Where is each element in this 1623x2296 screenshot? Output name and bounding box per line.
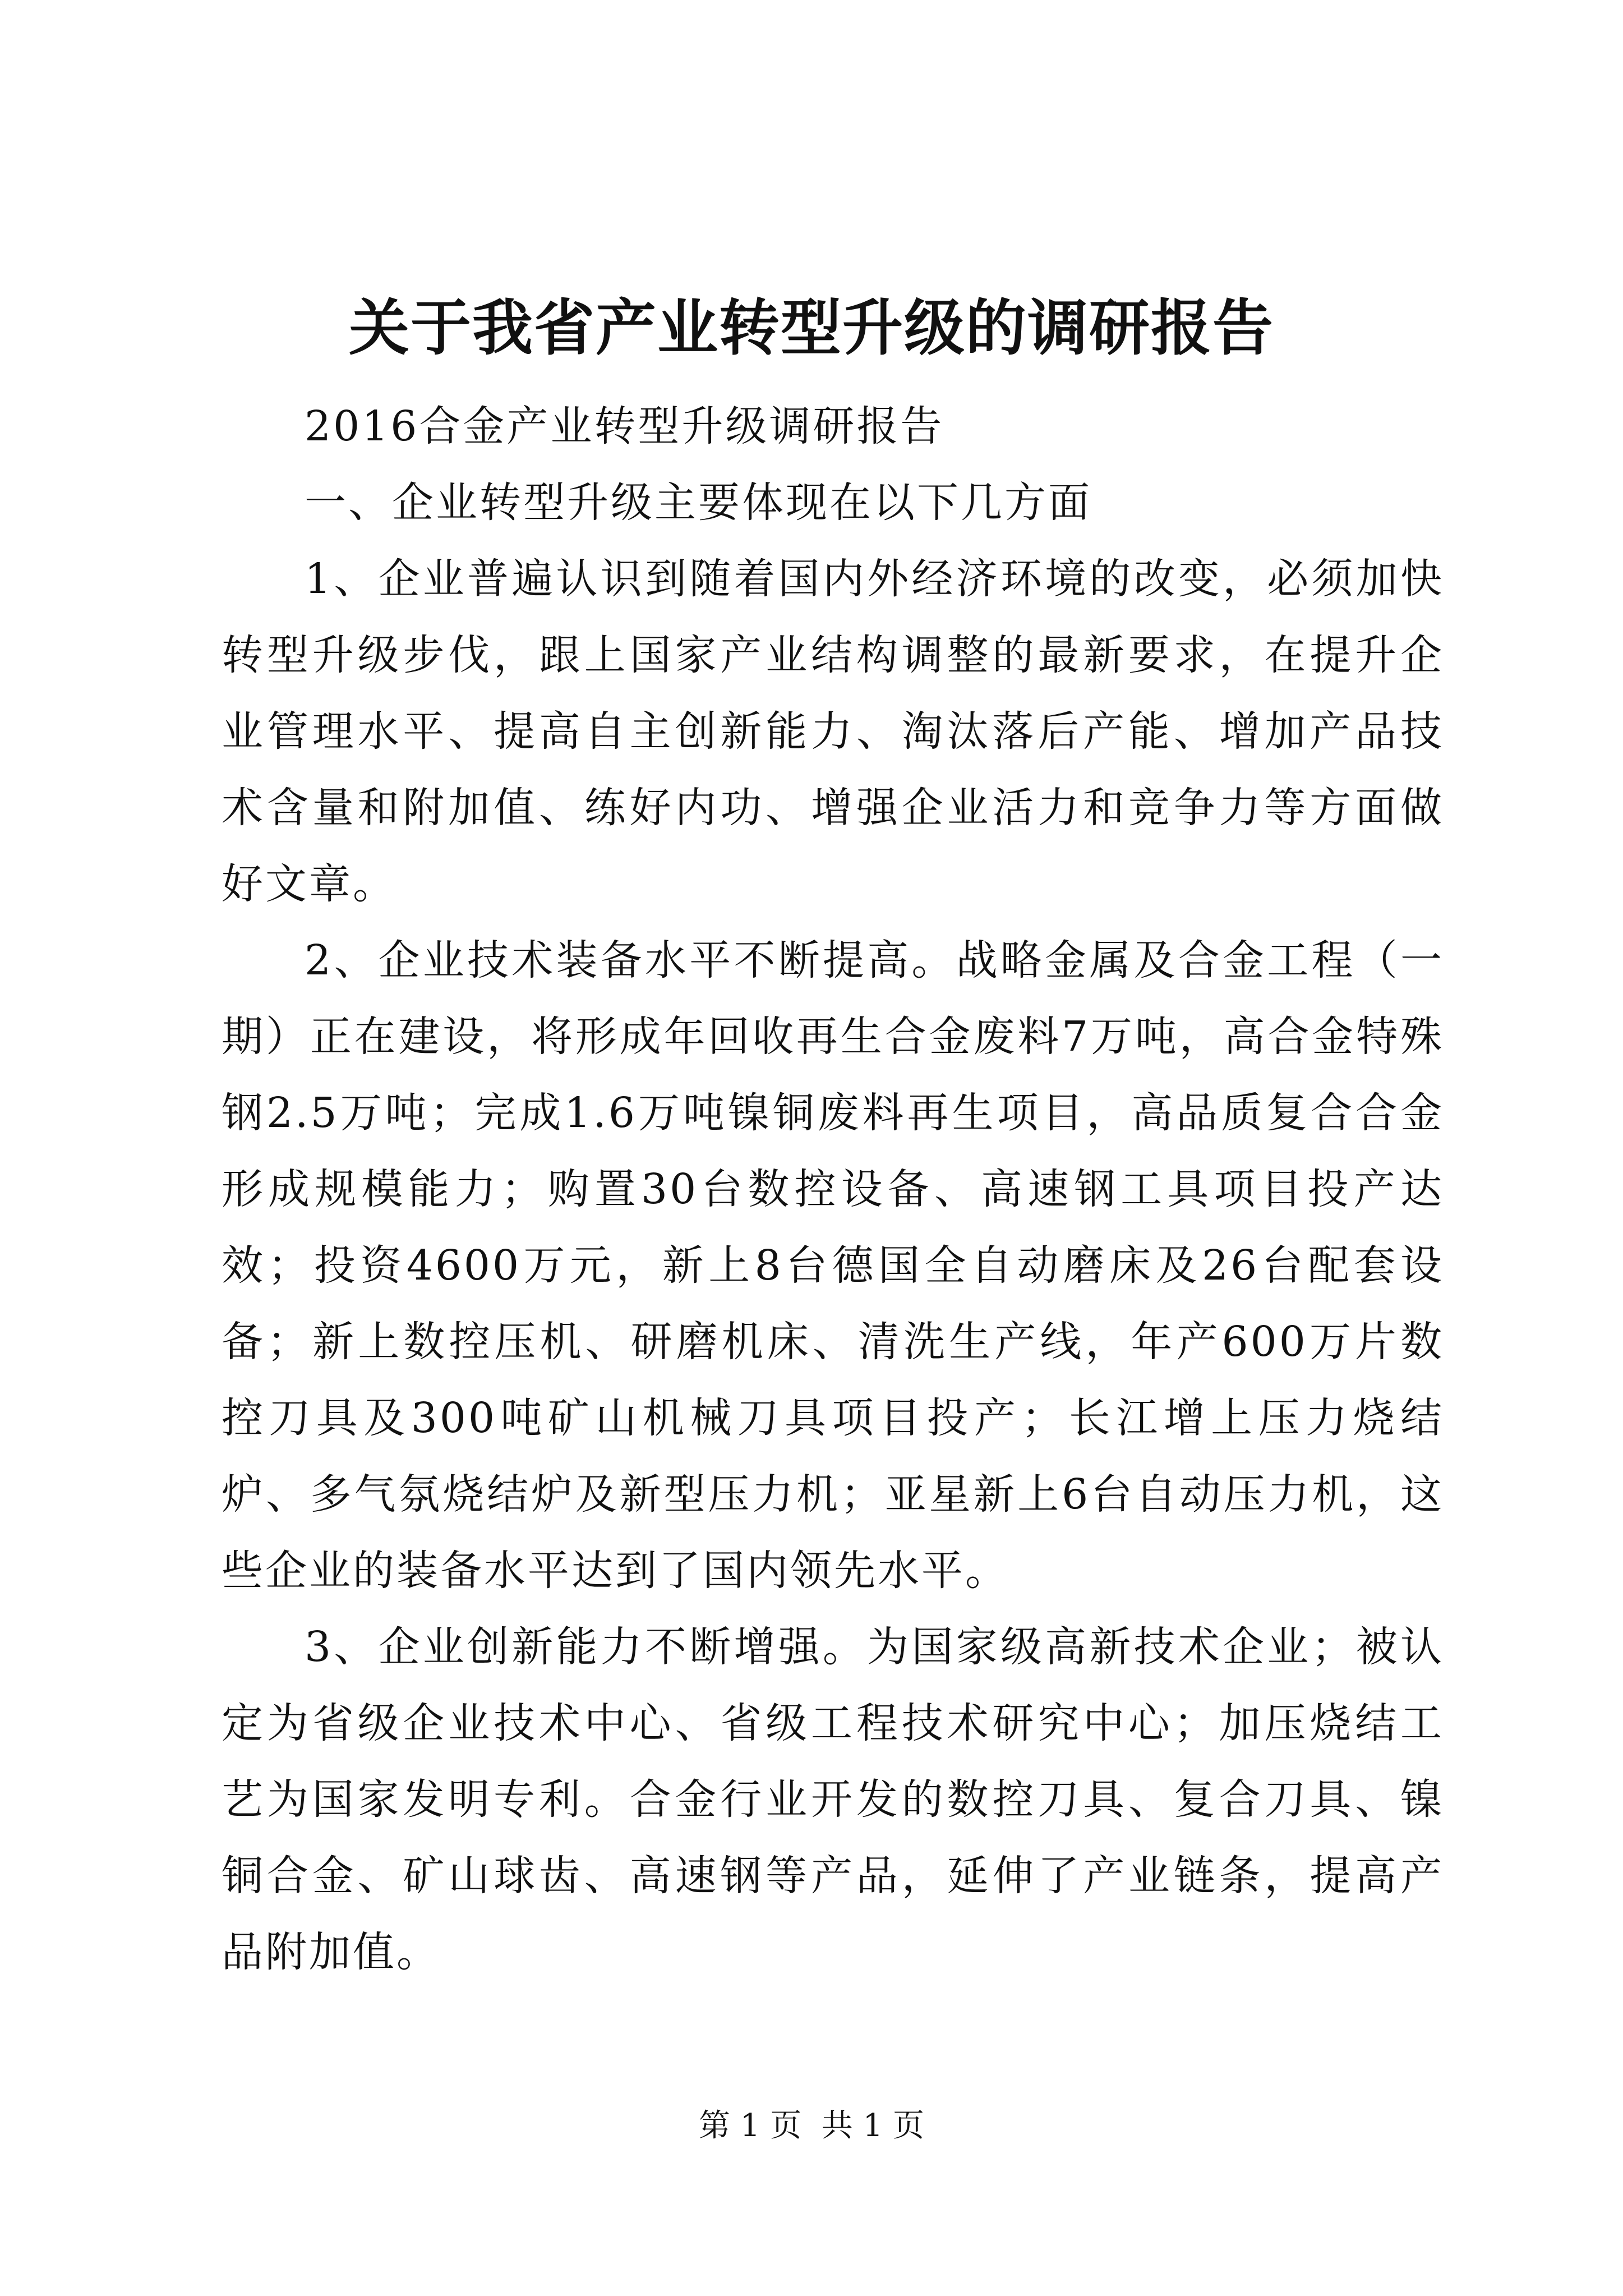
section-heading: 一、企业转型升级主要体现在以下几方面: [305, 478, 1092, 527]
page-number-label: 第 1 页 共 1 页: [698, 2108, 925, 2144]
page-footer: [0, 2106, 1623, 2146]
body-paragraph-2: 2、企业技术装备水平不断提高。战略金属及合金工程（一期）正在建设，将形成年回收再生合金废料7万吨，高合金特殊钢2.5万吨；完成1.6万吨镍铜废料再生项目，高品质复合合金形成规模能力；购置30台数控设备、高速钢工具项目投产达效；投资4600万元，新上8台德国全自动磨床及26台配套设备；新上数控压机、研磨机床、清洗生产线，年产600万片数控刀具及300吨矿山机械刀具项目投产；长江增上压力烧结炉、多气氛烧结炉及新型压力机；亚星新上6台自动压力机，这些企业的装备水平达到了国内领先水平。: [222, 936, 1444, 1595]
subtitle-paragraph: 2016合金产业转型升级调研报告: [305, 402, 944, 450]
body-paragraph-1: 1、企业普遍认识到随着国内外经济环境的改变，必须加快转型升级步伐，跟上国家产业结构调整的最新要求，在提升企业管理水平、提高自主创新能力、淘汰落后产能、增加产品技术含量和附加值、练好内功、增强企业活力和竞争力等方面做好文章。: [222, 555, 1444, 908]
body-paragraph-3: 3、企业创新能力不断增强。为国家级高新技术企业；被认定为省级企业技术中心、省级工程技术研究中心；加压烧结工艺为国家发明专利。合金行业开发的数控刀具、复合刀具、镍铜合金、矿山球齿、高速钢等产品，延伸了产业链条，提高产品附加值。: [222, 1623, 1444, 1976]
document-body: [222, 388, 1444, 1990]
document-title: 关于我省产业转型升级的调研报告: [348, 293, 1274, 364]
